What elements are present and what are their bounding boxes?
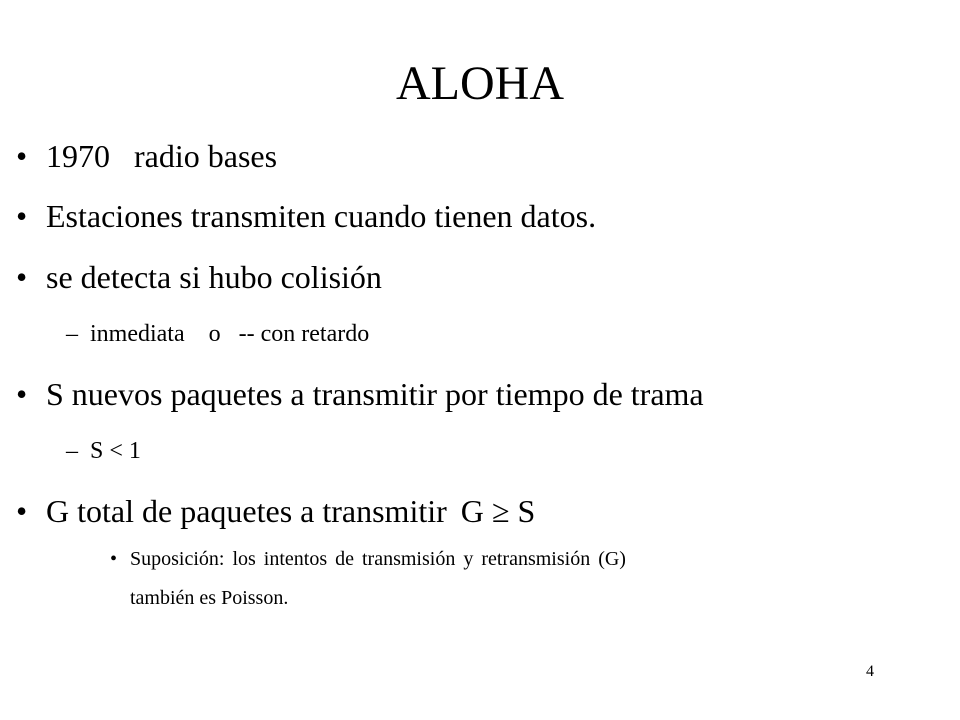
sub-bullet-suposicion-line-1: Suposición: los intentos de transmisión y retransmisión (G) bbox=[130, 548, 626, 570]
bullet-estaciones: Estaciones transmiten cuando tienen datos. bbox=[46, 198, 597, 234]
bullet-marker: • bbox=[16, 493, 28, 529]
bullet-year-radio-bases bbox=[46, 137, 277, 175]
sub-bullet-marker: – bbox=[66, 321, 78, 347]
page-number: 4 bbox=[866, 663, 874, 680]
bullet-g-total bbox=[46, 492, 535, 530]
sub-sub-bullet-marker: • bbox=[110, 548, 118, 570]
bullet-marker: • bbox=[16, 198, 28, 234]
bullet-g-total-text: G total de paquetes a transmitir bbox=[46, 493, 447, 529]
sub-bullet-s-less-than-1: S < 1 bbox=[90, 438, 141, 464]
sub-bullet-con-retardo: -- con retardo bbox=[238, 321, 370, 347]
bullet-year: 1970 bbox=[46, 138, 110, 174]
bullet-marker: • bbox=[16, 376, 28, 412]
sub-bullet-retardo bbox=[90, 319, 369, 349]
bullet-s-nuevos-paquetes: S nuevos paquetes a transmitir por tiempo de trama bbox=[46, 376, 704, 412]
sub-bullet-suposicion-line-2: también es Poisson. bbox=[130, 587, 289, 609]
bullet-radio-bases: radio bases bbox=[134, 138, 278, 174]
bullet-g-geq-s: G ≥ S bbox=[460, 493, 536, 529]
sub-bullet-o: o bbox=[208, 321, 221, 347]
bullet-marker: • bbox=[16, 138, 28, 174]
slide-title: ALOHA bbox=[396, 57, 564, 110]
sub-bullet-inmediata: inmediata bbox=[90, 321, 185, 347]
bullet-colision: se detecta si hubo colisión bbox=[46, 259, 382, 295]
bullet-marker: • bbox=[16, 259, 28, 295]
sub-bullet-marker: – bbox=[66, 438, 78, 464]
